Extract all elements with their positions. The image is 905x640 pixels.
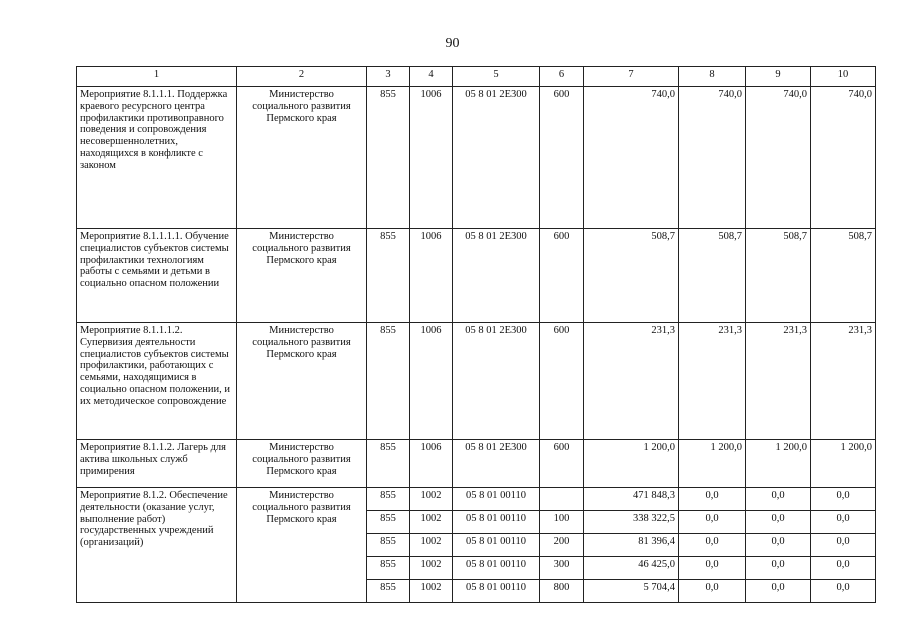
cell-c9: 508,7: [746, 229, 811, 323]
page-number: 90: [445, 36, 460, 51]
cell-c3: 855: [367, 323, 410, 440]
cell-c9: 231,3: [746, 323, 811, 440]
cell-c6: 200: [540, 534, 584, 557]
organization: Министерство социального развития Пермского края: [237, 323, 367, 440]
cell-c7: 46 425,0: [584, 557, 679, 580]
cell-c7: 5 704,4: [584, 580, 679, 603]
cell-c7: 81 396,4: [584, 534, 679, 557]
cell-c6: 600: [540, 323, 584, 440]
cell-c4: 1002: [410, 488, 453, 511]
cell-c5: 05 8 01 2Е300: [453, 87, 540, 229]
cell-c7: 338 322,5: [584, 511, 679, 534]
column-header: 6: [540, 67, 584, 87]
cell-c3: 855: [367, 557, 410, 580]
cell-c10: 508,7: [811, 229, 876, 323]
cell-c10: 0,0: [811, 488, 876, 511]
cell-c8: 231,3: [679, 323, 746, 440]
organization: Министерство социального развития Пермского края: [237, 87, 367, 229]
cell-c10: 0,0: [811, 534, 876, 557]
column-header: 5: [453, 67, 540, 87]
cell-c9: 0,0: [746, 580, 811, 603]
column-header: 8: [679, 67, 746, 87]
cell-c5: 05 8 01 00110: [453, 580, 540, 603]
cell-c7: 740,0: [584, 87, 679, 229]
activity-name: Мероприятие 8.1.2. Обеспечение деятельности (оказание услуг, выполнение работ) государственных учреждений (организаций): [77, 488, 237, 603]
cell-c9: 0,0: [746, 488, 811, 511]
cell-c10: 0,0: [811, 580, 876, 603]
cell-c7: 1 200,0: [584, 440, 679, 488]
table-row: [77, 323, 876, 440]
column-header: 9: [746, 67, 811, 87]
cell-c4: 1002: [410, 557, 453, 580]
cell-c5: 05 8 01 00110: [453, 557, 540, 580]
cell-c4: 1006: [410, 87, 453, 229]
cell-c5: 05 8 01 2Е300: [453, 440, 540, 488]
cell-c7: 508,7: [584, 229, 679, 323]
cell-c8: 740,0: [679, 87, 746, 229]
cell-c5: 05 8 01 2Е300: [453, 323, 540, 440]
cell-c9: 1 200,0: [746, 440, 811, 488]
cell-c8: 1 200,0: [679, 440, 746, 488]
cell-c9: 0,0: [746, 557, 811, 580]
budget-table: [76, 66, 876, 603]
cell-c8: 508,7: [679, 229, 746, 323]
activity-name: Мероприятие 8.1.1.2. Лагерь для актива школьных служб примирения: [77, 440, 237, 488]
cell-c6: 100: [540, 511, 584, 534]
cell-c10: 1 200,0: [811, 440, 876, 488]
cell-c3: 855: [367, 440, 410, 488]
cell-c7: 471 848,3: [584, 488, 679, 511]
cell-c9: 0,0: [746, 511, 811, 534]
organization: Министерство социального развития Пермского края: [237, 229, 367, 323]
cell-c8: 0,0: [679, 534, 746, 557]
table-row: [77, 440, 876, 488]
cell-c6: 800: [540, 580, 584, 603]
activity-name: Мероприятие 8.1.1.1.2. Супервизия деятельности специалистов субъектов системы профилактики, работающих с семьями, находящимися в социально опасном положении, и их методическое сопровождение: [77, 323, 237, 440]
cell-c8: 0,0: [679, 511, 746, 534]
cell-c3: 855: [367, 87, 410, 229]
organization: Министерство социального развития Пермского края: [237, 488, 367, 603]
column-header: 3: [367, 67, 410, 87]
cell-c4: 1002: [410, 534, 453, 557]
cell-c9: 740,0: [746, 87, 811, 229]
cell-c8: 0,0: [679, 557, 746, 580]
table-row: [77, 229, 876, 323]
cell-c6: 600: [540, 440, 584, 488]
column-header: 7: [584, 67, 679, 87]
cell-c9: 0,0: [746, 534, 811, 557]
cell-c6: 600: [540, 87, 584, 229]
table-row: [77, 488, 876, 511]
cell-c6: [540, 488, 584, 511]
column-header: 4: [410, 67, 453, 87]
cell-c4: 1006: [410, 229, 453, 323]
cell-c3: 855: [367, 488, 410, 511]
cell-c3: 855: [367, 511, 410, 534]
cell-c3: 855: [367, 534, 410, 557]
organization: Министерство социального развития Пермского края: [237, 440, 367, 488]
cell-c10: 0,0: [811, 511, 876, 534]
cell-c5: 05 8 01 00110: [453, 488, 540, 511]
cell-c8: 0,0: [679, 580, 746, 603]
cell-c4: 1006: [410, 323, 453, 440]
cell-c6: 300: [540, 557, 584, 580]
cell-c4: 1002: [410, 580, 453, 603]
cell-c7: 231,3: [584, 323, 679, 440]
cell-c6: 600: [540, 229, 584, 323]
cell-c10: 231,3: [811, 323, 876, 440]
cell-c10: 740,0: [811, 87, 876, 229]
cell-c8: 0,0: [679, 488, 746, 511]
cell-c4: 1006: [410, 440, 453, 488]
cell-c3: 855: [367, 580, 410, 603]
cell-c10: 0,0: [811, 557, 876, 580]
column-header: 1: [77, 67, 237, 87]
cell-c3: 855: [367, 229, 410, 323]
column-header: 2: [237, 67, 367, 87]
cell-c5: 05 8 01 00110: [453, 534, 540, 557]
activity-name: Мероприятие 8.1.1.1. Поддержка краевого ресурсного центра профилактики противоправного поведения и сопровождения несовершеннолетних, находящихся в конфликте с законом: [77, 87, 237, 229]
header-row: [77, 67, 876, 87]
cell-c5: 05 8 01 00110: [453, 511, 540, 534]
cell-c4: 1002: [410, 511, 453, 534]
column-header: 10: [811, 67, 876, 87]
cell-c5: 05 8 01 2Е300: [453, 229, 540, 323]
activity-name: Мероприятие 8.1.1.1.1. Обучение специалистов субъектов системы профилактики технологиям работы с семьями и детьми в социально опасном положении: [77, 229, 237, 323]
table-row: [77, 87, 876, 229]
